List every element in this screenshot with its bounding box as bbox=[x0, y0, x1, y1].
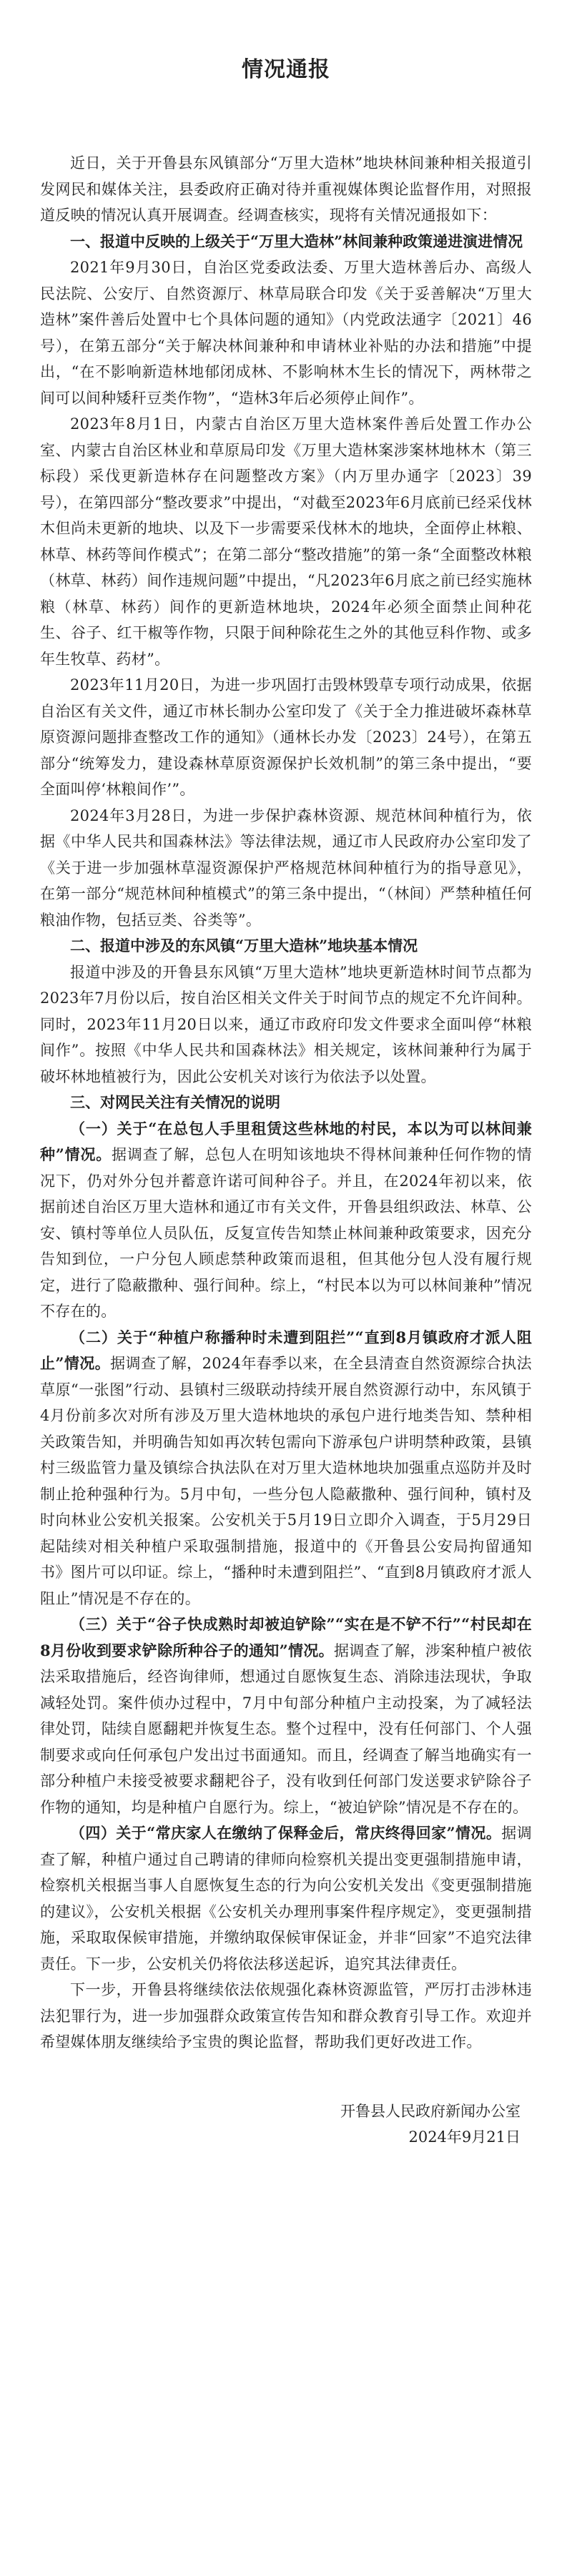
section-3-item bbox=[40, 1116, 532, 1325]
page-title: 情况通报 bbox=[242, 57, 330, 82]
section-3-item bbox=[40, 1325, 532, 1612]
intro-paragraph: 近日，关于开鲁县东风镇部分“万里大造林”地块林间兼种相关报道引发网民和媒体关注，县委政府正确对待并重视媒体舆论监督作用，对照报道反映的情况认真开展调查。经调查核实，现将有关情况通报如下： bbox=[40, 154, 532, 224]
section-1-paragraph: 2023年11月20日，为进一步巩固打击毁林毁草专项行动成果，依据自治区有关文件，通辽市林长制办公室印发了《关于全力推进破坏森林草原资源问题排查整改工作的通知》（通林长办发〔2023〕24号），在第五部分“统筹发力，建设森林草原资源保护长效机制”的第三条中提出，“要全面叫停‘林粮间作’”。 bbox=[40, 676, 532, 798]
item-text: 据调查了解，种植户通过自己聘请的律师向检察机关提出变更强制措施申请，检察机关根据当事人自愿恢复生态的行为向公安机关发出《变更强制措施的建议》，公安机关根据《公安机关办理刑事案件程序规定》，变更强制措施，采取取保候审措施，并缴纳取保候审保证金，并非“回家”不追究法律责任。下一步，公安机关仍将依法移送起诉，追究其法律责任。 bbox=[40, 1825, 532, 1973]
item-text: 据调查了解，涉案种植户被依法采取措施后，经咨询律师，想通过自愿恢复生态、消除违法现状，争取减轻处罚。案件侦办过程中，7月中旬部分种植户主动投案，为了减轻法律处罚，陆续自愿翻耙并恢复生态。整个过程中，没有任何部门、个人强制要求或向任何承包户发出过书面通知。而且，经调查了解当地确实有一部分种植户未接受被要求翻耙谷子，没有收到任何部门发送要求铲除谷子作物的通知，均是种植户自愿行为。综上，“被迫铲除”情况是不存在的。 bbox=[40, 1642, 532, 1816]
signature-org: 开鲁县人民政府新闻办公室 bbox=[340, 2102, 521, 2120]
section-1-paragraph: 2024年3月28日，为进一步保护森林资源、规范林间种植行为，依据《中华人民共和国森林法》等法律法规，通辽市人民政府办公室印发了《关于进一步加强林草湿资源保护严格规范林间种植行为的指导意见》，在第一部分“规范林间种植模式”的第三条中提出，“（林间）严禁种植任何粮油作物，包括豆类、谷类等”。 bbox=[40, 806, 532, 929]
section-1-heading: 一、报道中反映的上级关于“万里大造林”林间兼种政策递进演进情况 bbox=[70, 232, 523, 250]
section-3-item bbox=[40, 1820, 532, 1977]
section-1-paragraph: 2023年8月1日，内蒙古自治区万里大造林案件善后处置工作办公室、内蒙古自治区林业和草原局印发《万里大造林案涉案林地林木（第三标段）采伐更新造林存在问题整改方案》（内万里办通字〔2023〕39号），在第四部分“整改要求”中提出，“对截至2023年6月底前已经采伐林木但尚未更新的地块、以及下一步需要采伐林木的地块，全面停止林粮、林草、林药等间作模式”；在第二部分“整改措施”的第一条“全面整改林粮（林草、林药）间作违规问题”中提出，“凡2023年6月底之前已经实施林粮（林草、林药）间作的更新造林地块，2024年必须全面禁止间种花生、谷子、红干椒等作物，只限于间种除花生之外的其他豆科作物、或多年生牧草、药材”。 bbox=[40, 415, 532, 668]
section-2-heading: 二、报道中涉及的东风镇“万里大造林”地块基本情况 bbox=[70, 937, 418, 954]
section-2-paragraph: 报道中涉及的开鲁县东风镇“万里大造林”地块更新造林时间节点都为2023年7月份以后，按自治区相关文件关于时间节点的规定不允许间种。同时，2023年11月20日以来，通辽市政府印发文件要求全面叫停“林粮间作”。按照《中华人民共和国森林法》相关规定，该林间兼种行为属于破坏林地植被行为，因此公安机关对该行为依法予以处置。 bbox=[40, 963, 532, 1085]
closing-paragraph: 下一步，开鲁县将继续依法依规强化森林资源监管，严厉打击涉林违法犯罪行为，进一步加强群众政策宣传告知和群众教育引导工作。欢迎并希望媒体朋友继续给予宝贵的舆论监督，帮助我们更好改进工作。 bbox=[40, 1981, 532, 2051]
item-lead: （四）关于“常庆家人在缴纳了保释金后，常庆终得回家”情况。 bbox=[70, 1824, 502, 1842]
signature-date: 2024年9月21日 bbox=[408, 2128, 521, 2146]
item-lead: （三）关于“谷子快成熟时却被迫铲除”“实在是不铲不行”“村民却在8月份收到要求铲除所种谷子的通知”情况。 bbox=[40, 1615, 532, 1659]
item-lead: （二）关于“种植户称播种时未遭到阻拦”“直到8月镇政府才派人阻止”情况。 bbox=[40, 1328, 532, 1372]
section-1-paragraph: 2021年9月30日，自治区党委政法委、万里大造林善后办、高级人民法院、公安厅、自然资源厅、林草局联合印发《关于妥善解决“万里大造林”案件善后处置中七个具体问题的通知》（内党政法通字〔2021〕46号），在第五部分“关于解决林间兼种和申请林业补贴的办法和措施”中提出，“在不影响新造林地郁闭成林、不影响林木生长的情况下，两林带之间可以间种矮秆豆类作物”，“造林3年后必须停止间作”。 bbox=[40, 259, 532, 407]
section-3-item bbox=[40, 1612, 532, 1820]
notice-body bbox=[40, 150, 532, 2151]
signature-block bbox=[40, 2098, 532, 2151]
item-text: 据调查了解，2024年春季以来，在全县清查自然资源综合执法草原“一张图”行动、县镇村三级联动持续开展自然资源行动中，东风镇于4月份前多次对所有涉及万里大造林地块的承包户进行地类告知、禁种相关政策告知，并明确告知如再次转包需向下游承包户讲明禁种政策，县镇村三级监管力量及镇综合执法队在对万里大造林地块加强重点巡防并及时制止抢种强种行为。5月中旬，一些分包人隐蔽撒种、强行间种，镇村及时向林业公安机关报案。公安机关于5月19日立即介入调查，于5月29日起陆续对相关种植户采取强制措施，报道中的《开鲁县公安局拘留通知书》图片可以印证。综上，“播种时未遭到阻拦”、“直到8月镇政府才派人阻止”情况是不存在的。 bbox=[40, 1355, 532, 1607]
section-3-heading: 三、对网民关注有关情况的说明 bbox=[70, 1093, 280, 1111]
item-text: 据调查了解，总包人在明知该地块不得林间兼种任何作物的情况下，仍对外分包并蓄意许诺可间种谷子。并且，在2024年初以来，依据前述自治区万里大造林和通辽市有关文件，开鲁县组织政法、林草、公安、镇村等单位人员队伍，反复宣传告知禁止林间兼种政策要求，因充分告知到位，一户分包人顾虑禁种政策而退租，但其他分包人没有履行规定，进行了隐蔽撒种、强行间种。综上，“村民本以为可以林间兼种”情况不存在的。 bbox=[40, 1146, 532, 1320]
item-lead: （一）关于“在总包人手里租赁这些林地的村民，本以为可以林间兼种”情况。 bbox=[40, 1119, 532, 1163]
